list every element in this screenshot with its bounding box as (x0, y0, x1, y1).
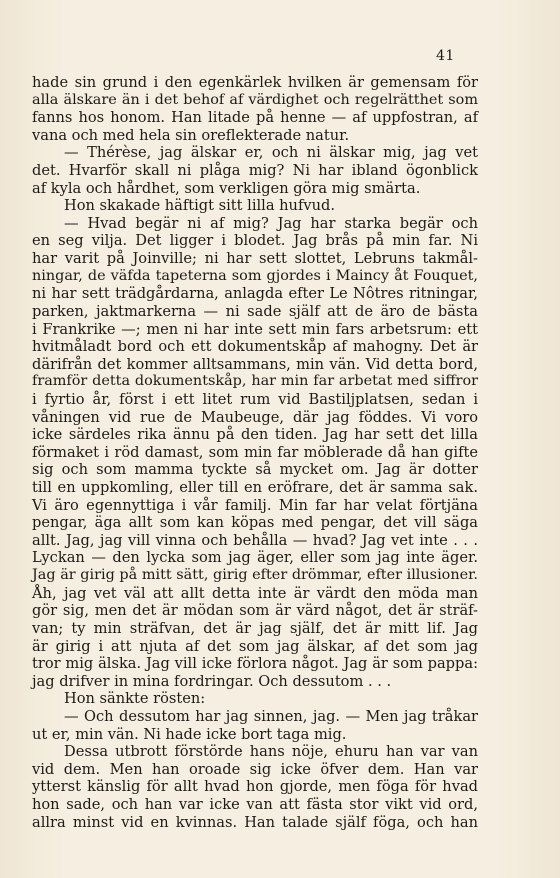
text-line: hon sade, och han var icke van att fästa stor vikt vid ord, (32, 795, 478, 813)
text-line: af kyla och hårdhet, som verkligen göra mig smärta. (32, 179, 421, 197)
text-line: Åh, jag vet väl att allt detta inte är värdt den möda man (32, 584, 478, 602)
text-line: Jag är girig på mitt sätt, girig efter drömmar, efter illusioner. (32, 567, 478, 584)
text-line: allt. Jag, jag vill vinna och behålla — hvad? Jag vet inte . . . (32, 531, 478, 549)
text-line: ut er, min vän. Ni hade icke bort taga mig. (32, 725, 347, 743)
text-line: våningen vid rue de Maubeuge, där jag föddes. Vi voro (32, 408, 478, 426)
text-line: sig och som mamma tyckte så mycket om. Jag är dotter (32, 461, 478, 479)
text-line: — Thérèse, jag älskar er, och ni älskar mig, jag vet (64, 144, 478, 162)
text-line: alla älskare än i det behof af värdighet och regelrätthet som (32, 91, 478, 108)
text-line: Hon skakade häftigt sitt lilla hufvud. (64, 197, 335, 215)
text-line: pengar, äga allt som kan köpas med pengar, det vill säga (32, 514, 478, 532)
text-line: framför detta dokumentskåp, har min far arbetat med siffror (32, 373, 478, 390)
text-line: därifrån det kommer alltsammans, min vän. Vid detta bord, (32, 355, 478, 373)
text-line: Hon sänkte rösten: (64, 690, 206, 708)
text-line: fanns hos honom. Han litade på henne — af uppfostran, af (32, 109, 478, 127)
text-line: till en uppkomling, eller till en eröfrare, det är samma sak. (32, 479, 478, 497)
text-line: van; ty min sträfvan, det är jag själf, det är mitt lif. Jag (32, 619, 478, 637)
text-line: icke särdeles rika ännu på den tiden. Jag har sett det lilla (32, 426, 478, 444)
text-line: jag drifver in mina fordringar. Och dessutom . . . (32, 672, 392, 690)
text-line: parken, jaktmarkerna — ni sade själf att de äro de bästa (32, 302, 478, 320)
text-line: förmaket i röd damast, som min far möblerade då han gifte (32, 443, 478, 461)
text-line: ytterst känslig för allt hvad hon gjorde, men föga för hvad (32, 778, 478, 796)
text-line: hade sin grund i den egenkärlek hvilken är gemensam för (32, 74, 478, 91)
text-line: ningar, de väfda tapeterna som gjordes i Maincy åt Fouquet, (32, 267, 478, 284)
text-line: det. Hvarför skall ni plåga mig? Ni har ibland ögonblick (32, 162, 478, 180)
text-line: Vi äro egennyttiga i vår familj. Min far har velat förtjäna (32, 496, 478, 514)
text-line: har varit på Joinville; ni har sett slottet, Lebruns takmål- (32, 250, 478, 268)
text-line: — Hvad begär ni af mig? Jag har starka begär och (64, 214, 478, 232)
text-line: tror mig älska. Jag vill icke förlora något. Jag är som pappa: (32, 655, 478, 673)
text-line: vana och med hela sin oreflekterade natur. (32, 126, 350, 144)
text-line: i fyrtio år, först i ett litet rum vid Bastiljplatsen, sedan i (32, 390, 478, 408)
page-number: 41 (436, 48, 455, 64)
text-line: vid dem. Men han oroade sig icke öfver dem. Han var (32, 760, 478, 778)
body-text (32, 74, 478, 831)
text-line: — Och dessutom har jag sinnen, jag. — Men jag tråkar (64, 707, 478, 725)
text-line: ni har sett trädgårdarna, anlagda efter Le Nôtres ritningar, (32, 285, 478, 303)
text-line: hvitmåladt bord och ett dokumentskåp af mahogny. Det är (32, 338, 478, 356)
text-line: gör sig, men det är mödan som är värd något, det är sträf- (32, 602, 478, 620)
text-line: allra minst vid en kvinnas. Han talade själf föga, och han (32, 813, 478, 831)
text-line: i Frankrike —; men ni har inte sett min fars arbetsrum: ett (32, 320, 478, 338)
text-line: en seg vilja. Det ligger i blodet. Jag brås på min far. Ni (32, 232, 478, 250)
text-line: Lyckan — den lycka som jag äger, eller som jag inte äger. (32, 549, 478, 567)
text-line: är girig i att njuta af det som jag älskar, af det som jag (32, 637, 478, 655)
text-line: Dessa utbrott förstörde hans nöje, ehuru han var van (64, 743, 478, 761)
